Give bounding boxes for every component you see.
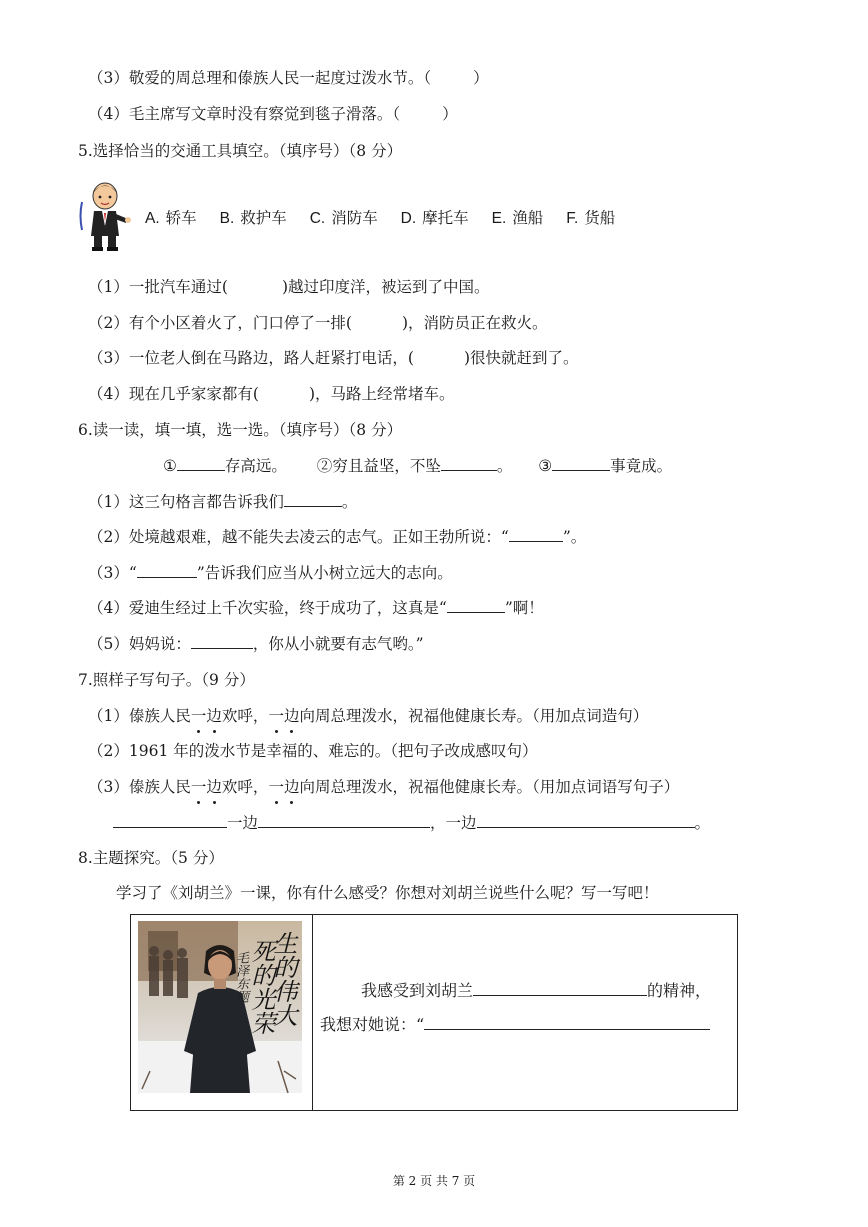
q8-prompt: 学习了《刘胡兰》一课，你有什么感受？你想对刘胡兰说些什么呢？写一写吧！ — [116, 884, 659, 902]
q6-item-4: （4）爱迪生经过上千次实验，终于成功了，这真是“ ”啊！ — [88, 599, 544, 617]
teacher-cartoon-icon — [78, 180, 134, 252]
q5-item-4: （4）现在几乎家家都有( )，马路上经常堵车。 — [88, 385, 455, 403]
q8-feel-line: 我感受到刘胡兰 的精神， — [361, 981, 712, 1000]
q4-item-3: （3）敬爱的周总理和傣族人民一起度过泼水节。（ ） — [88, 69, 489, 87]
q7-writing-line: 一边 ，一边 。 — [113, 813, 710, 833]
answer-blank-3[interactable] — [477, 813, 695, 828]
q5-item-2: （2）有个小区着火了，门口停了一排( )，消防员正在救火。 — [88, 314, 548, 332]
option-a: A. 轿车 — [145, 209, 197, 227]
option-d: D. 摩托车 — [400, 209, 469, 227]
q6-item-2: （2）处境越艰难，越不能失去凌云的志气。正如王勃所说：“ ”。 — [88, 528, 587, 546]
q6-proverbs — [163, 456, 672, 476]
option-c: C. 消防车 — [309, 209, 378, 227]
page-footer: 第 2 页 共 7 页 — [392, 1174, 476, 1188]
poster-slogan-2: 死的光荣 — [247, 939, 275, 1035]
poster-signature: 毛泽东题 — [233, 951, 248, 1003]
option-e: E. 渔船 — [491, 209, 544, 227]
q4-item-4: （4）毛主席写文章时没有察觉到毯子滑落。（ ） — [88, 105, 458, 123]
feel-blank[interactable] — [473, 981, 647, 996]
q7-item-1: （1）傣族人民一边欢呼，一边向周总理泼水，祝福他健康长寿。（用加点词造句） — [88, 707, 649, 725]
option-f: F. 货船 — [566, 209, 616, 227]
proverb-1: ① 存高远。 — [163, 457, 287, 475]
q6-item-3: （3）“ ”告诉我们应当从小树立远大的志向。 — [88, 564, 453, 582]
q6-item-5: （5）妈妈说： ，你从小就要有志气哟。” — [88, 635, 424, 653]
liu-hulan-poster-image — [138, 921, 302, 1093]
q5-item-3: （3）一位老人倒在马路边，路人赶紧打电话，( )很快就赶到了。 — [88, 349, 579, 367]
answer-cell — [313, 915, 738, 1111]
q6-item-1: （1）这三句格言都告诉我们 。 — [88, 493, 358, 511]
q5-options — [145, 208, 633, 229]
proverb-3: ③ 事竟成。 — [538, 457, 673, 475]
proverb-2: ②穷且益坚，不坠 。 — [316, 457, 513, 475]
q5-item-1: （1）一批汽车通过( )越过印度洋，被运到了中国。 — [88, 278, 490, 296]
poster-slogan-1: 生的伟大 — [269, 931, 297, 1027]
q6-heading: 6.读一读，填一填，选一选。（填序号）（8 分） — [78, 421, 403, 439]
q7-item-3: （3）傣族人民一边欢呼，一边向周总理泼水，祝福他健康长寿。（用加点词语写句子） — [88, 778, 680, 796]
q8-heading: 8.主题探究。（5 分） — [78, 849, 224, 867]
q5-heading: 5.选择恰当的交通工具填空。（填序号）（8 分） — [78, 142, 403, 160]
answer-blank-2[interactable] — [258, 813, 430, 828]
option-b: B. 救护车 — [219, 209, 287, 227]
answer-blank-1[interactable] — [113, 813, 227, 828]
q7-item-2: （2）1961 年的泼水节是幸福的、难忘的。（把句子改成感叹句） — [88, 742, 538, 760]
q7-heading: 7.照样子写句子。（9 分） — [78, 671, 255, 689]
q8-say-line: 我想对她说：“ — [320, 1015, 710, 1035]
say-blank[interactable] — [424, 1015, 710, 1030]
